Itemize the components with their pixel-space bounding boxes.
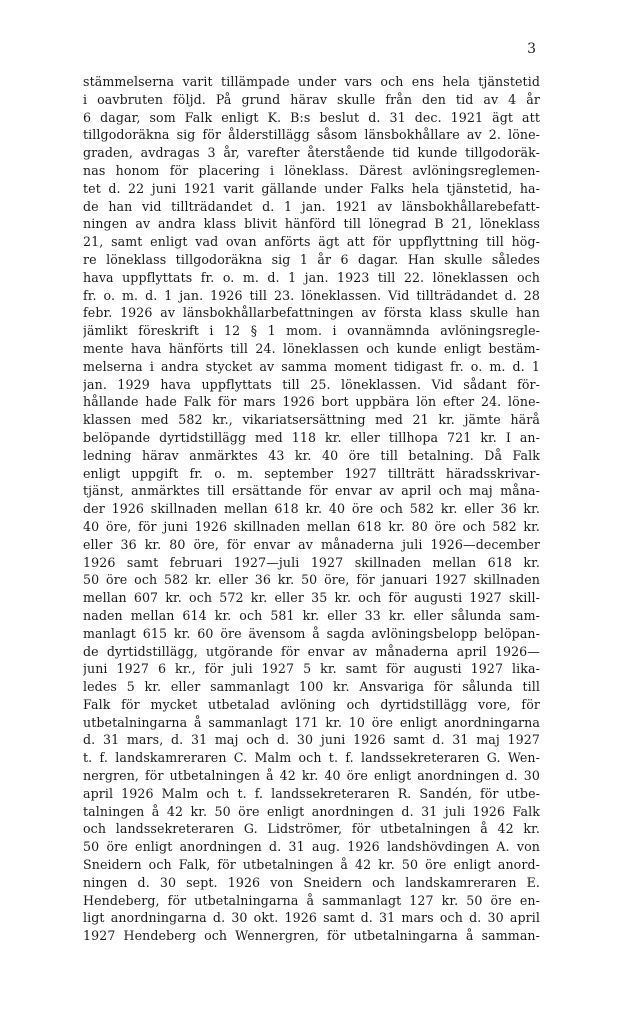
text-line: re löneklass tillgodoräkna sig 1 år 6 dagar. Han skulle således xyxy=(83,251,540,267)
text-line: tillgodoräkna sig för ålderstillägg såsom länsbokhållare av 2. löne- xyxy=(83,127,540,143)
text-line: juni 1927 6 kr., för juli 1927 5 kr. samt för augusti 1927 lika- xyxy=(83,661,540,677)
text-line: 1927 Hendeberg och Wennergren, för utbetalningarna å samman- xyxy=(83,928,540,944)
text-line: d. 31 mars, d. 31 maj och d. 30 juni 1926 samt d. 31 maj 1927 xyxy=(83,732,540,748)
text-line: i oavbruten följd. På grund härav skulle från den tid av 4 år xyxy=(83,91,540,107)
text-line: melserna i andra stycket av samma moment tidigast fr. o. m. d. 1 xyxy=(83,358,540,374)
body-text xyxy=(83,73,540,945)
text-line: mente hava hänförts till 24. löneklassen och kunde enligt bestäm- xyxy=(83,340,540,356)
text-line: hava uppflyttats fr. o. m. d. 1 jan. 1923 till 22. löneklassen och xyxy=(83,269,540,285)
text-line: febr. 1926 av länsbokhållarbefattningen av första klass skulle han xyxy=(83,305,540,321)
text-line: de dyrtidstillägg, utgörande för envar av månaderna april 1926— xyxy=(83,643,540,659)
text-line: jan. 1929 hava uppflyttats till 25. löneklassen. Vid sådant för- xyxy=(83,376,540,392)
text-line: och landssekreteraren G. Lidströmer, för utbetalningen å 42 kr. xyxy=(83,821,540,837)
text-line: stämmelserna varit tillämpade under vars och ens hela tjänstetid xyxy=(83,74,540,89)
text-line: 6 dagar, som Falk enligt K. B:s beslut d. 31 dec. 1921 ägt att xyxy=(83,109,540,125)
text-line: belöpande dyrtidstillägg med 118 kr. eller tillhopa 721 kr. I an- xyxy=(83,429,540,445)
text-line: tet d. 22 juni 1921 varit gällande under Falks hela tjänstetid, ha- xyxy=(83,180,540,196)
text-line: tjänst, anmärktes till ersättande för envar av april och maj måna- xyxy=(83,483,540,499)
text-line: eller 36 kr. 80 öre, för envar av månaderna juli 1926—december xyxy=(83,536,540,552)
text-line: Sneidern och Falk, för utbetalningen å 42 kr. 50 öre enligt anord- xyxy=(83,857,540,873)
text-line: nergren, för utbetalningen å 42 kr. 40 öre enligt anordningen d. 30 xyxy=(83,768,540,784)
text-line: hållande hade Falk för mars 1926 bort uppbära lön efter 24. löne- xyxy=(83,394,540,410)
text-line: naden mellan 614 kr. och 581 kr. eller 33 kr. eller sålunda sam- xyxy=(83,607,540,623)
text-line: der 1926 skillnaden mellan 618 kr. 40 öre och 582 kr. eller 36 kr. xyxy=(83,501,540,517)
text-line: mellan 607 kr. och 572 kr. eller 35 kr. och för augusti 1927 skill- xyxy=(83,590,540,606)
text-line: ningen d. 30 sept. 1926 von Sneidern och landskamreraren E. xyxy=(83,874,540,890)
text-line: de han vid tillträdandet d. 1 jan. 1921 av länsbokhållarebefatt- xyxy=(83,198,540,214)
text-line: klassen med 582 kr., vikariatsersättning med 21 kr. jämte härå xyxy=(83,412,540,428)
text-line: nas honom för placering i löneklass. Därest avlöningsreglemen- xyxy=(83,162,540,178)
text-line: april 1926 Malm och t. f. landssekreteraren R. Sandén, för utbe- xyxy=(83,785,540,801)
text-line: talningen å 42 kr. 50 öre enligt anordningen d. 31 juli 1926 Falk xyxy=(83,803,540,819)
text-line: ningen av andra klass blivit hänförd till lönegrad B 21, löneklass xyxy=(83,216,540,232)
text-line: 50 öre enligt anordningen d. 31 aug. 1926 landshövdingen A. von xyxy=(83,839,540,855)
text-line: fr. o. m. d. 1 jan. 1926 till 23. löneklassen. Vid tillträdandet d. 28 xyxy=(83,287,540,303)
text-line: utbetalningarna å sammanlagt 171 kr. 10 öre enligt anordningarna xyxy=(83,714,540,730)
text-line: 50 öre och 582 kr. eller 36 kr. 50 öre, för januari 1927 skillnaden xyxy=(83,572,540,588)
text-line: Falk för mycket utbetalad avlöning och dyrtidstillägg vore, för xyxy=(83,696,540,712)
page-number: 3 xyxy=(527,41,536,57)
text-line: manlagt 615 kr. 60 öre ävensom å sagda avlöningsbelopp belöpan- xyxy=(83,625,540,641)
text-line: graden, avdragas 3 år, varefter återstående tid kunde tillgodoräk- xyxy=(83,145,540,161)
text-line: Hendeberg, för utbetalningarna å sammanlagt 127 kr. 50 öre en- xyxy=(83,892,540,908)
text-line: 40 öre, för juni 1926 skillnaden mellan 618 kr. 80 öre och 582 kr. xyxy=(83,518,540,534)
text-line: enligt uppgift fr. o. m. september 1927 tillträtt häradsskrivar- xyxy=(83,465,540,481)
text-line: 1926 samt februari 1927—juli 1927 skillnaden mellan 618 kr. xyxy=(83,554,540,570)
text-line: ledes 5 kr. eller sammanlagt 100 kr. Ansvariga för sålunda till xyxy=(83,679,540,695)
text-line: jämlikt föreskrift i 12 § 1 mom. i ovannämnda avlöningsregle- xyxy=(83,323,540,339)
text-line: t. f. landskamreraren C. Malm och t. f. landssekreteraren G. Wen- xyxy=(83,750,540,766)
text-line: 21, samt enligt vad ovan anförts ägt att för uppflyttning till hög- xyxy=(83,234,540,250)
text-line: ledning härav anmärktes 43 kr. 40 öre till betalning. Då Falk xyxy=(83,447,540,463)
text-line: ligt anordningarna d. 30 okt. 1926 samt d. 31 mars och d. 30 april xyxy=(83,910,540,926)
